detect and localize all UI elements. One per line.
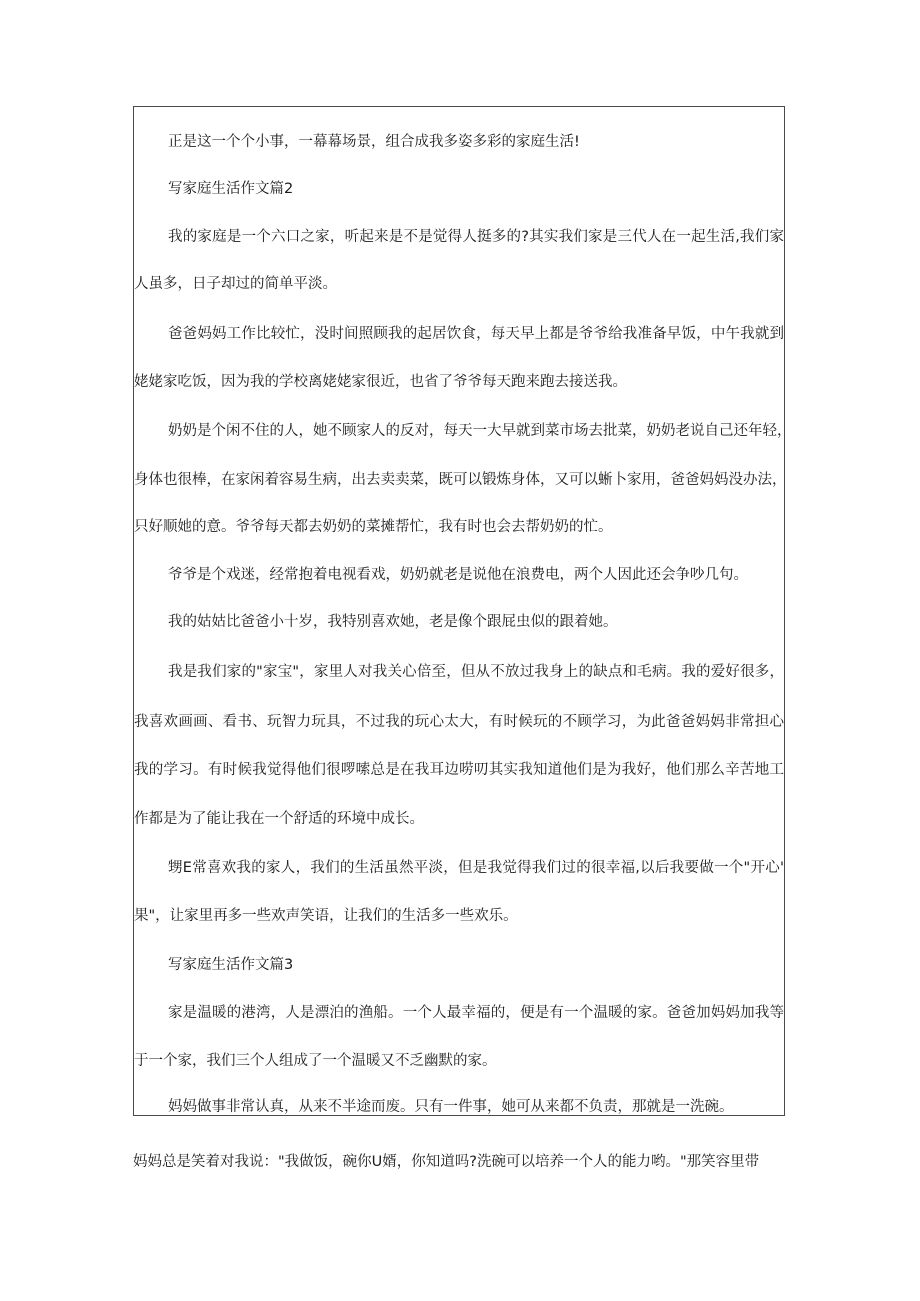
paragraph-line: 我的家庭是一个六口之家，听起来是不是觉得人挺多的?其实我们家是三代人在一起生活,我们家 — [168, 229, 784, 245]
paragraph-line: 姥姥家吃饭，因为我的学校离姥姥家很近，也省了爷爷每天跑来跑去接送我。 — [134, 374, 627, 390]
paragraph-line: 我喜欢画画、看书、玩智力玩具，不过我的玩心太大，有时候玩的不顾学习，为此爸爸妈妈非常担心 — [134, 714, 784, 730]
paragraph-line: 爷爷是个戏迷，经常抱着电视看戏，奶奶就老是说他在浪费电，两个人因此还会争吵几句。 — [168, 567, 748, 583]
section-heading: 写家庭生活作文篇2 — [168, 181, 294, 197]
paragraph-line: 作都是为了能让我在一个舒适的环境中成长。 — [134, 811, 424, 827]
text-frame — [133, 106, 792, 1116]
paragraph-line: 正是这一个个小事，一幕幕场景，组合成我多姿多彩的家庭生活! — [168, 134, 580, 150]
paragraph-line: 于一个家，我们三个人组成了一个温暖又不乏幽默的家。 — [134, 1053, 497, 1069]
paragraph-line: 我的姑姑比爸爸小十岁，我特别喜欢她，老是像个跟屁虫似的跟着她。 — [168, 614, 618, 630]
paragraph-line: 妈妈做事非常认真，从来不半途而废。只有一件事，她可从来都不负责，那就是一洗碗。 — [168, 1099, 734, 1115]
paragraph-line: 果"，让家里再多一些欢声笑语，让我们的生活多一些欢乐。 — [134, 908, 518, 924]
paragraph-line: 家是温暖的港湾，人是漂泊的渔船。一个人最幸福的，便是有一个温暖的家。爸爸加妈妈加我等 — [168, 1005, 784, 1021]
paragraph-line: 我是我们家的"家宝"，家里人对我关心倍至，但从不放过我身上的缺点和毛病。我的爱好很多， — [168, 664, 784, 680]
paragraph-line: 甥E常喜欢我的家人，我们的生活虽然平淡，但是我觉得我们过的很幸福,以后我要做一个"开心' — [168, 860, 784, 876]
section-heading: 写家庭生活作文篇3 — [168, 957, 294, 973]
paragraph-line: 只好顺她的意。爷爷每天都去奶奶的菜摊帮忙，我有时也会去帮奶奶的忙。 — [134, 519, 613, 535]
paragraph-line: 奶奶是个闲不住的人，她不顾家人的反对，每天一大早就到菜市场去批菜，奶奶老说自己还年轻， — [168, 423, 792, 439]
continuation-line: 妈妈总是笑着对我说："我做饭，碗你U婿，你知道吗?洗碗可以培养一个人的能力哟。"那笑容里带 — [133, 1154, 760, 1170]
paragraph-line: 我的学习。有时候我觉得他们很啰嗦总是在我耳边唠叨其实我知道他们是为我好，他们那么辛苦地工 — [134, 762, 784, 778]
paragraph-line: 人虽多，日子却过的简单平淡。 — [134, 276, 337, 292]
paragraph-line: 爸爸妈妈工作比较忙，没时间照顾我的起居饮食，每天早上都是爷爷给我准备早饭，中午我就到 — [168, 326, 784, 342]
paragraph-line: 身体也很棒，在家闲着容易生病，出去卖卖菜，既可以锻炼身体，又可以蜥卜家用，爸爸妈妈没办法， — [134, 472, 787, 488]
